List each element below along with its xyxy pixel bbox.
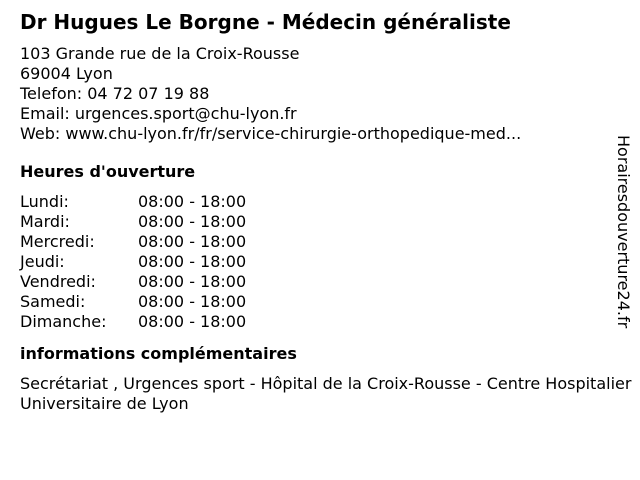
email-address[interactable]: Email: urgences.sport@chu-lyon.fr — [20, 104, 297, 123]
hours-row — [20, 192, 246, 212]
time-range: 08:00 - 18:00 — [138, 192, 247, 211]
time-range: 08:00 - 18:00 — [138, 292, 247, 311]
address-block — [20, 44, 610, 144]
hours-row — [20, 212, 246, 232]
day-label: Mercredi: — [20, 232, 95, 251]
day-label: Samedi: — [20, 292, 86, 311]
time-range: 08:00 - 18:00 — [138, 212, 247, 231]
hours-row — [20, 272, 246, 292]
day-label: Jeudi: — [20, 252, 65, 271]
additional-info-heading: informations complémentaires — [20, 344, 297, 363]
phone-number[interactable]: Telefon: 04 72 07 19 88 — [20, 84, 210, 103]
time-range: 08:00 - 18:00 — [138, 232, 247, 251]
hours-row — [20, 252, 246, 272]
hours-row — [20, 312, 246, 332]
day-label: Mardi: — [20, 212, 70, 231]
time-range: 08:00 - 18:00 — [138, 272, 247, 291]
opening-hours-heading: Heures d'ouverture — [20, 162, 196, 181]
day-label: Vendredi: — [20, 272, 96, 291]
hours-row — [20, 232, 246, 252]
time-range: 08:00 - 18:00 — [138, 312, 247, 331]
city: 69004 Lyon — [20, 64, 113, 83]
additional-info-text: Secrétariat , Urgences sport - Hôpital de la Croix-Rousse - Centre Hospitalier Universitaire de Lyon — [20, 374, 632, 413]
day-label: Dimanche: — [20, 312, 107, 331]
website-link[interactable]: Web: www.chu-lyon.fr/fr/service-chirurgie-orthopedique-med... — [20, 124, 522, 143]
watermark-text: Horairesdouverture24.fr — [614, 135, 633, 329]
page-title: Dr Hugues Le Borgne - Médecin généraliste — [20, 10, 511, 34]
hours-row — [20, 292, 246, 312]
day-label: Lundi: — [20, 192, 69, 211]
street-address: 103 Grande rue de la Croix-Rousse — [20, 44, 300, 63]
opening-hours-table — [20, 192, 246, 332]
time-range: 08:00 - 18:00 — [138, 252, 247, 271]
